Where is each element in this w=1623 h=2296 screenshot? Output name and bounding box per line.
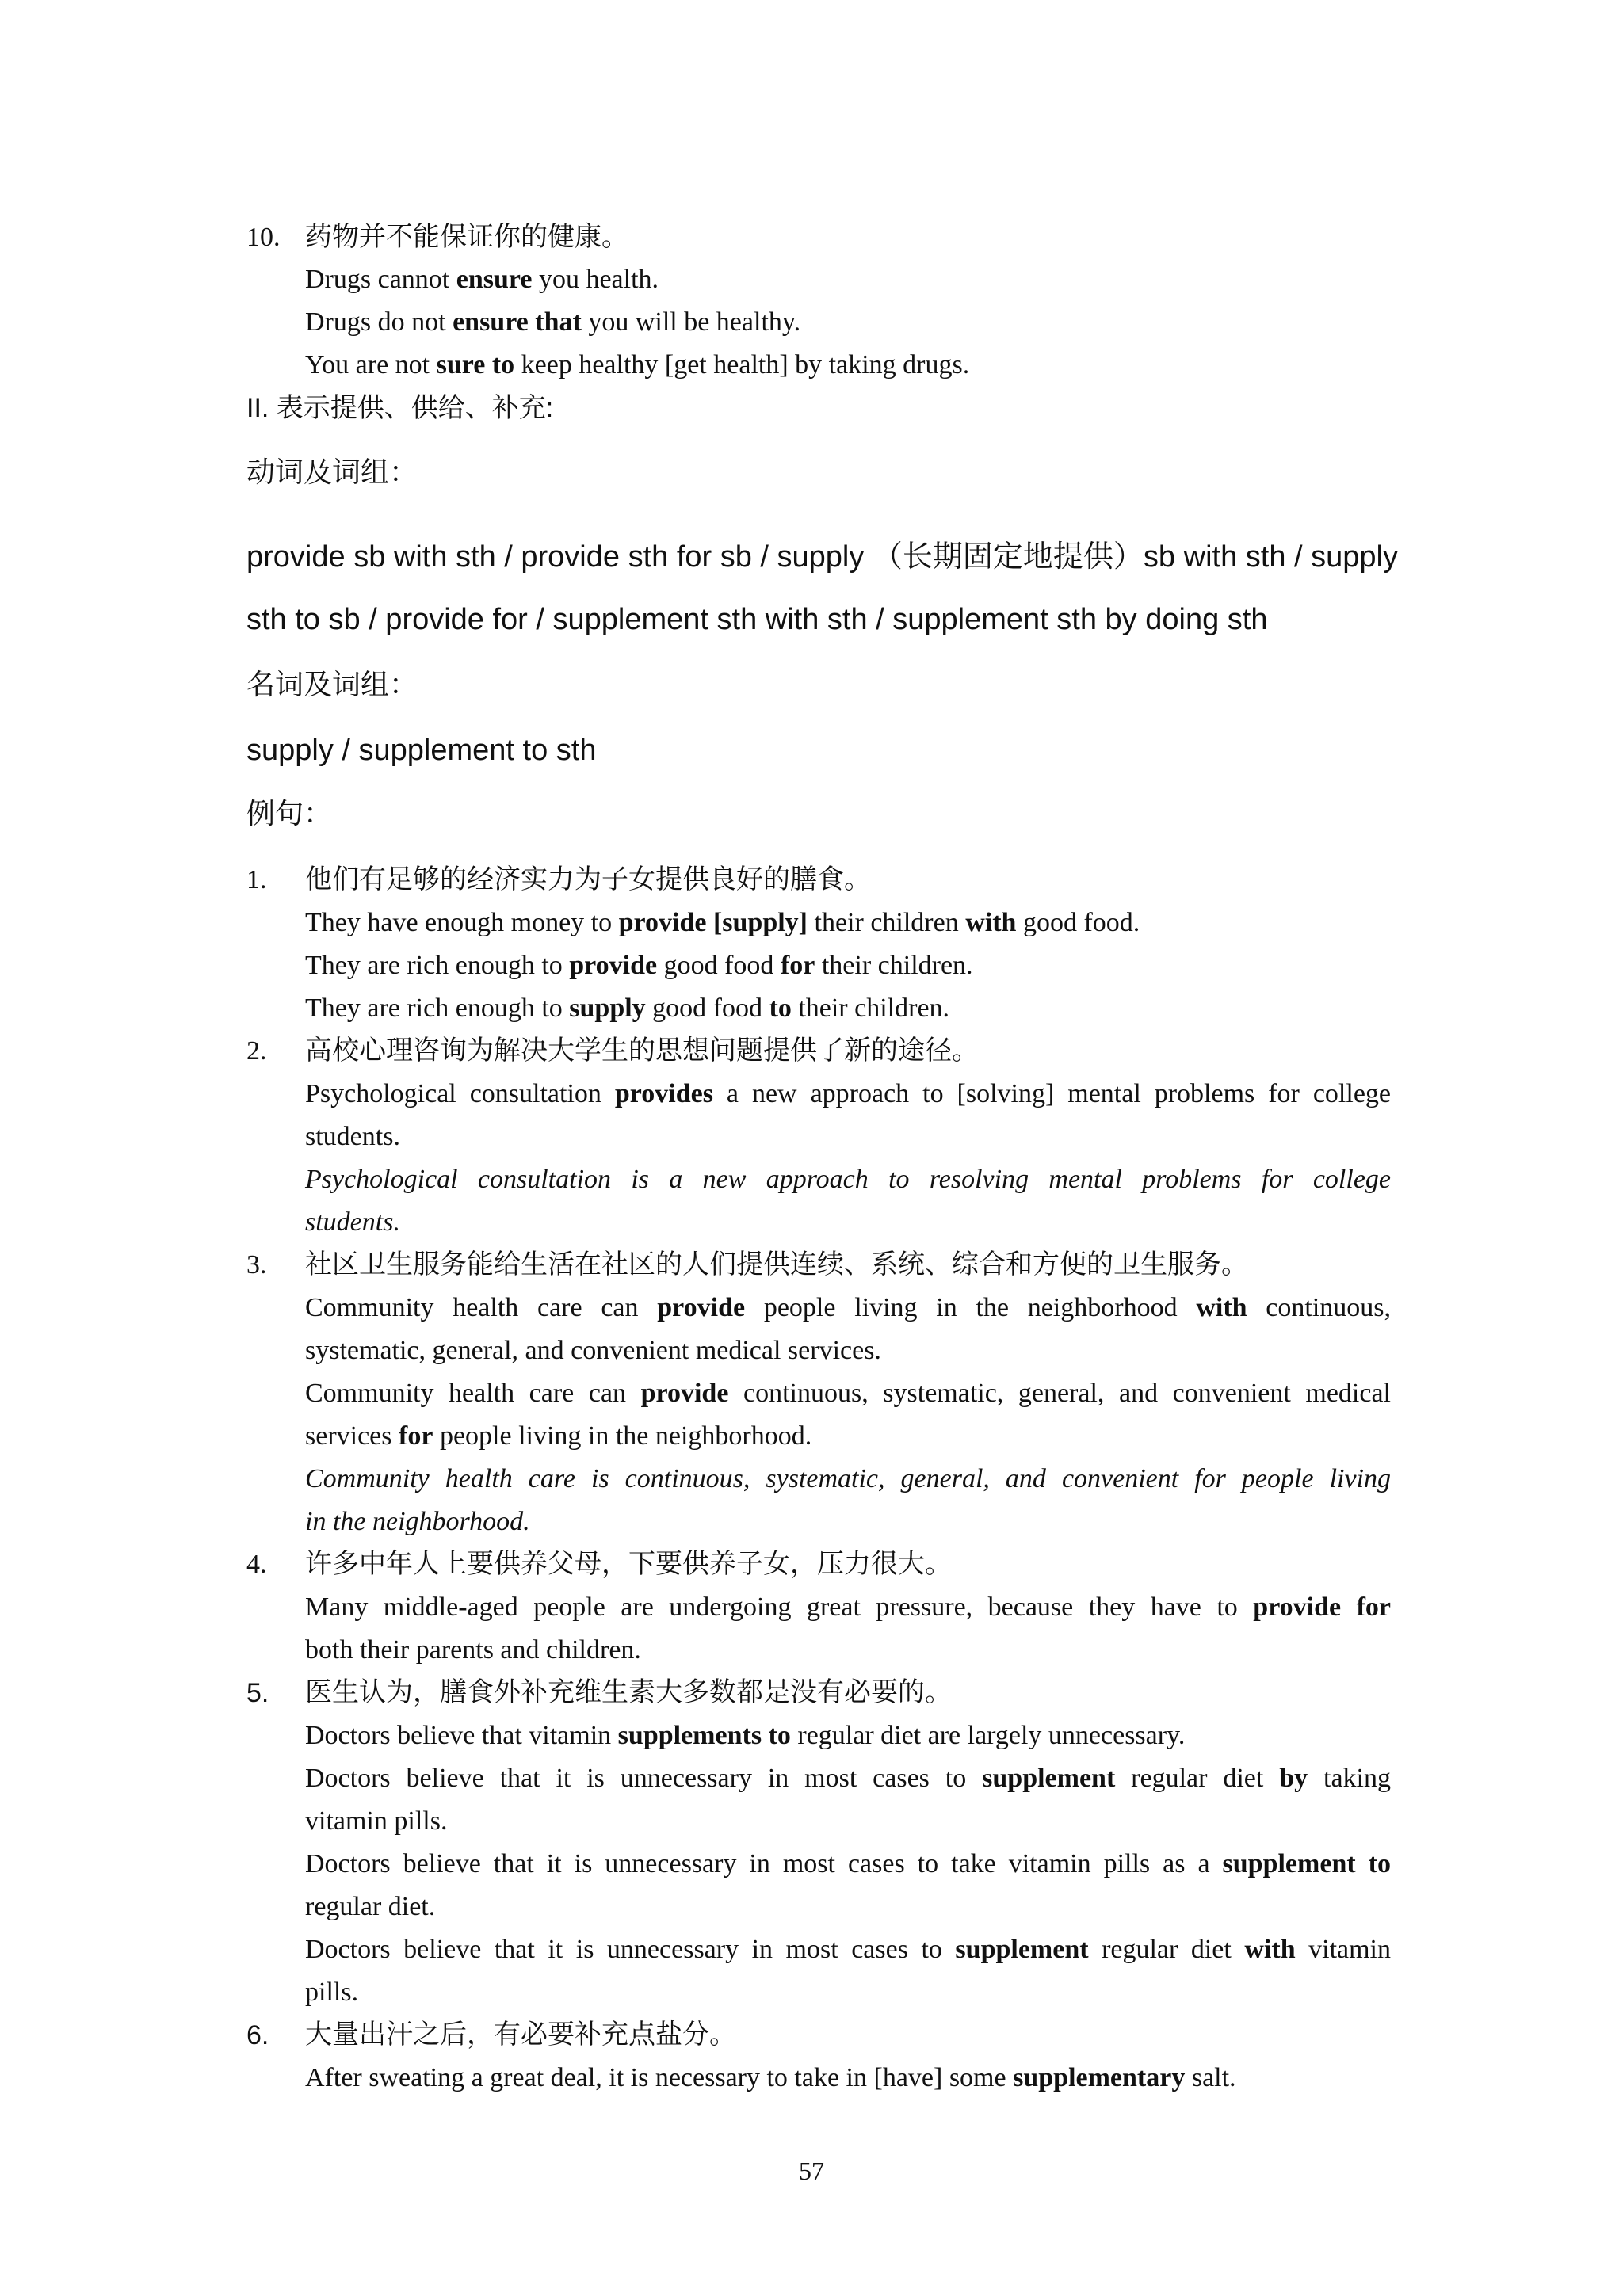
english-sentence: regular diet. (305, 1892, 436, 1921)
keyword-bold: supplementary (1013, 2063, 1186, 2092)
sentence-text: you will be healthy. (581, 307, 801, 337)
english-sentence: pills. (305, 1978, 359, 2007)
english-sentence (305, 1423, 812, 1450)
chinese-sentence: 大量出汗之后，有必要补充点盐分。 (305, 2019, 736, 2050)
keyword-bold: for (399, 1421, 433, 1451)
keyword-bold: supplement (955, 1935, 1089, 1964)
item-number: 10. (246, 223, 281, 252)
sentence-text: Doctors believe that it is unnecessary in most cases to take vitamin pills as a (305, 1849, 1223, 1878)
keyword-bold: provide (569, 951, 658, 980)
keyword-bold: with (1244, 1935, 1296, 1964)
english-sentence (305, 1851, 1391, 1878)
keyword-bold: provide (657, 1293, 746, 1322)
english-sentence-italic (305, 1466, 1391, 1493)
sentence-text: continuous, systematic, general, and convenient medical (728, 1379, 1391, 1408)
english-sentence-italic (305, 1508, 530, 1535)
verb-phrase-label: 动词及词组： (246, 456, 418, 488)
english-sentence (305, 1380, 1391, 1407)
english-sentence: both their parents and children. (305, 1635, 641, 1665)
keyword-bold: with (1196, 1293, 1247, 1322)
italic-text: Community health care is continuous, systematic, general, and convenient for people living (305, 1464, 1391, 1493)
keyword-bold: provide for (1253, 1592, 1391, 1622)
keyword-bold: supplement (982, 1764, 1116, 1793)
keyword-bold: to (769, 994, 792, 1023)
english-sentence: systematic, general, and convenient medical services. (305, 1336, 881, 1365)
sentence-text: services (305, 1421, 399, 1451)
sentence-text: keep healthy [get health] by taking drugs. (514, 350, 970, 379)
sentence-text: They have enough money to (305, 908, 619, 937)
sentence-text: Psychological consultation (305, 1079, 615, 1108)
chinese-sentence: 医生认为，膳食外补充维生素大多数都是没有必要的。 (305, 1677, 952, 1707)
sentence-text: Community health care can (305, 1379, 641, 1408)
keyword-bold: ensure that (453, 307, 582, 337)
sentence-text: salt. (1185, 2063, 1236, 2092)
item-number: 1. (246, 865, 267, 894)
english-sentence (305, 1722, 1185, 1749)
english-sentence-italic (305, 1209, 400, 1236)
sentence-text: They are rich enough to (305, 994, 570, 1023)
english-sentence: students. (305, 1122, 400, 1151)
sentence-text: regular diet (1088, 1935, 1245, 1964)
keyword-bold: ensure (456, 265, 533, 294)
sentence-text: They are rich enough to (305, 951, 570, 980)
chinese-sentence: 他们有足够的经济实力为子女提供良好的膳食。 (305, 864, 871, 894)
sentence-text: Doctors believe that vitamin (305, 1721, 618, 1750)
sentence-text: a new approach to [solving] mental problems for college (712, 1079, 1391, 1108)
english-sentence (305, 2065, 1236, 2092)
english-sentence (305, 952, 973, 979)
italic-text: Psychological consultation is a new approach to resolving mental problems for college (305, 1165, 1391, 1194)
item-number: 5. (246, 1678, 269, 1708)
sentence-text: After sweating a great deal, it is necessary to take in [have] some (305, 2063, 1014, 2092)
english-sentence (305, 910, 1140, 936)
english-sentence (305, 266, 659, 293)
english-sentence (305, 309, 800, 336)
keyword-bold: with (965, 908, 1017, 937)
sentence-text: Doctors believe that it is unnecessary in most cases to (305, 1935, 956, 1964)
keyword-bold: sure to (436, 350, 515, 379)
sentence-text: good food (645, 994, 769, 1023)
english-sentence (305, 1594, 1391, 1621)
item-number: 2. (246, 1036, 267, 1066)
english-sentence-italic (305, 1166, 1391, 1193)
english-sentence: vitamin pills. (305, 1806, 448, 1836)
sentence-text: Doctors believe that it is unnecessary in most cases to (305, 1764, 983, 1793)
keyword-bold: by (1279, 1764, 1308, 1793)
keyword-bold: provide [supply] (618, 908, 808, 937)
sentence-text: Community health care can (305, 1293, 658, 1322)
english-sentence (305, 1765, 1391, 1792)
sentence-text: continuous, (1247, 1293, 1391, 1322)
chinese-sentence: 社区卫生服务能给生活在社区的人们提供连续、系统、综合和方便的卫生服务。 (305, 1249, 1248, 1280)
item-number: 6. (246, 2020, 269, 2050)
keyword-bold: supplement to (1222, 1849, 1391, 1878)
sentence-text: their children. (791, 994, 950, 1023)
sentence-text: taking (1308, 1764, 1391, 1793)
chinese-sentence: 药物并不能保证你的健康。 (305, 222, 628, 252)
sentence-text: people living in the neighborhood (745, 1293, 1197, 1322)
noun-phrase-label: 名词及词组： (246, 668, 418, 700)
english-sentence (305, 1081, 1391, 1108)
sentence-text: vitamin (1295, 1935, 1392, 1964)
sentence-text: regular diet (1115, 1764, 1280, 1793)
sentence-text: their children (808, 908, 966, 937)
italic-text: in the neighborhood. (305, 1507, 530, 1536)
sentence-text: regular diet are largely unnecessary. (790, 1721, 1186, 1750)
section-heading: II. 表示提供、供给、补充: (246, 393, 554, 423)
english-sentence (305, 995, 949, 1022)
sentence-text: people living in the neighborhood. (433, 1421, 812, 1451)
sentence-text: good food. (1016, 908, 1140, 937)
keyword-bold: for (780, 951, 815, 980)
sentence-text: You are not (305, 350, 437, 379)
verb-phrase-line: provide sb with sth / provide sth for sb / supply （长期固定地提供）sb with sth / supply (246, 540, 1398, 574)
keyword-bold: provides (614, 1079, 713, 1108)
noun-phrase-line: supply / supplement to sth (246, 734, 597, 767)
example-label: 例句： (246, 797, 333, 830)
verb-phrase-line: sth to sb / provide for / supplement sth with sth / supplement sth by doing sth (246, 603, 1268, 636)
english-sentence (305, 1295, 1391, 1322)
keyword-bold: supply (569, 994, 646, 1023)
item-number: 4. (246, 1550, 267, 1579)
sentence-text: their children. (815, 951, 973, 980)
italic-text: students. (305, 1207, 400, 1237)
sentence-text: Drugs cannot (305, 265, 456, 294)
chinese-sentence: 许多中年人上要供养父母，下要供养子女，压力很大。 (305, 1549, 952, 1579)
sentence-text: Many middle-aged people are undergoing great pressure, because they have to (305, 1592, 1254, 1622)
keyword-bold: supplements to (617, 1721, 791, 1750)
english-sentence (305, 352, 969, 379)
sentence-text: good food (657, 951, 781, 980)
page-number: 57 (799, 2157, 824, 2185)
keyword-bold: provide (640, 1379, 729, 1408)
sentence-text: Drugs do not (305, 307, 453, 337)
english-sentence (305, 1936, 1391, 1963)
chinese-sentence: 高校心理咨询为解决大学生的思想问题提供了新的途径。 (305, 1035, 979, 1066)
sentence-text: you health. (532, 265, 659, 294)
item-number: 3. (246, 1250, 267, 1280)
